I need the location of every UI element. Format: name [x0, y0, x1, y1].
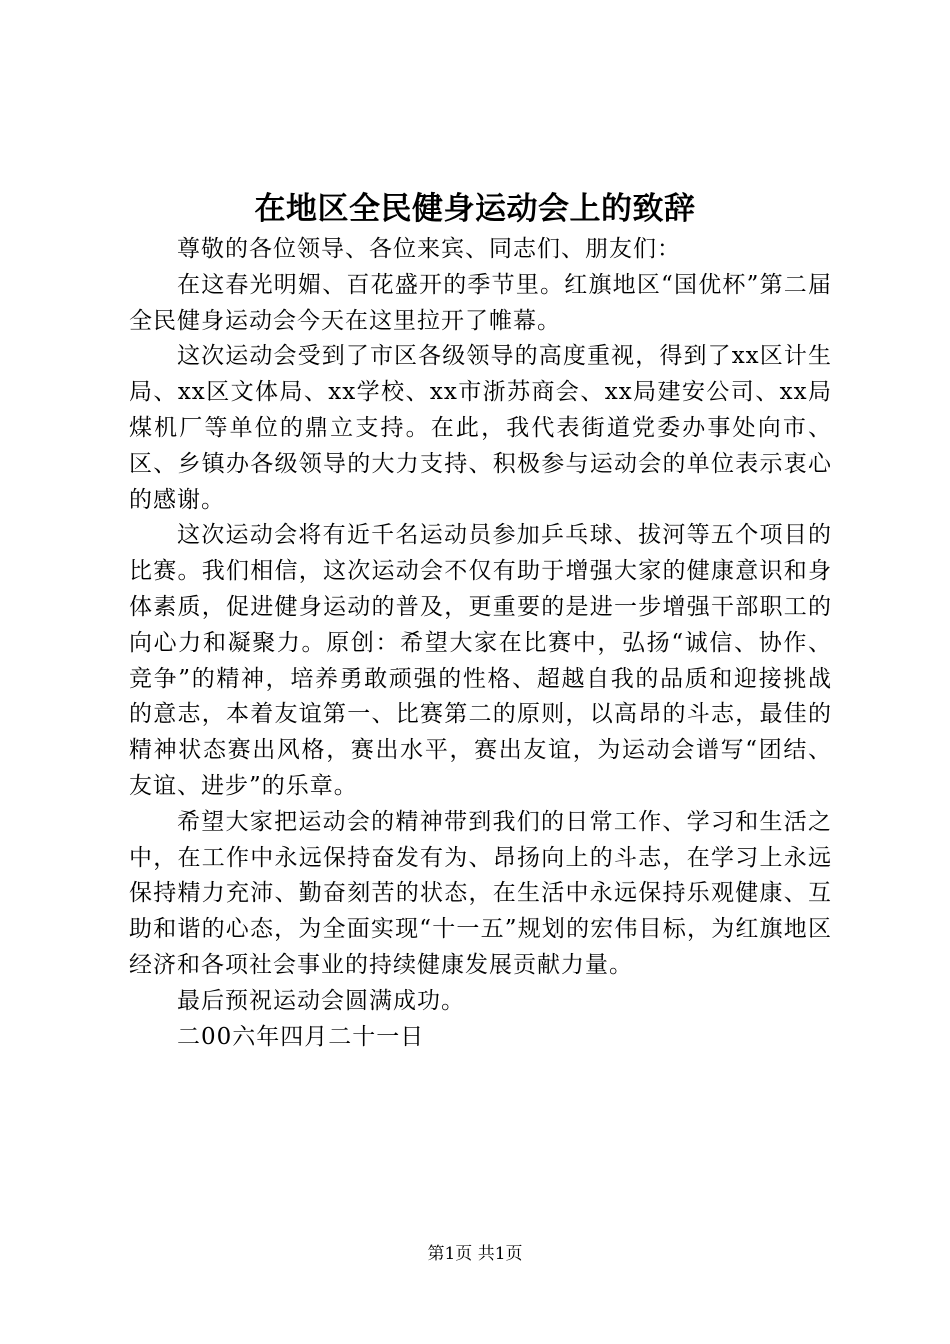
competition-paragraph: 这次运动会将有近千名运动员参加乒乓球、拔河等五个项目的比赛。我们相信，这次运动会不仅有助于增强大家的健康意识和身体素质，促进健身运动的普及，更重要的是进一步增强干部职工的向心力和凝聚力。原创：希望大家在比赛中，弘扬“诚信、协作、竞争”的精神，培养勇敢顽强的性格、超越自我的品质和迎接挑战的意志，本着友谊第一、比赛第二的原则，以高昂的斗志，最佳的精神状态赛出风格，赛出水平，赛出友谊，为运动会谱写“团结、友谊、进步”的乐章。 [129, 522, 832, 799]
closing-paragraph: 最后预祝运动会圆满成功。 [177, 987, 465, 1014]
document-body [129, 232, 832, 1055]
hope-paragraph: 希望大家把运动会的精神带到我们的日常工作、学习和生活之中，在工作中永远保持奋发有为、昂扬向上的斗志，在学习上永远保持精力充沛、勤奋刻苦的状态，在生活中永远保持乐观健康、互助和谐的心态，为全面实现“十一五”规划的宏伟目标，为红旗地区经济和各项社会事业的持续健康发展贡献力量。 [129, 808, 832, 978]
opening-paragraph: 在这春光明媚、百花盛开的季节里。红旗地区“国优杯”第二届全民健身运动会今天在这里拉开了帷幕。 [129, 271, 832, 334]
salutation-paragraph: 尊敬的各位领导、各位来宾、同志们、朋友们： [177, 236, 681, 262]
page-footer: 第1页 共1页 [427, 1244, 523, 1264]
date-paragraph: 二00六年四月二十一日 [177, 1023, 425, 1050]
document-title: 在地区全民健身运动会上的致辞 [254, 191, 696, 227]
thanks-paragraph: 这次运动会受到了市区各级领导的高度重视，得到了xx区计生局、xx区文体局、xx学校、xx市浙苏商会、xx局建安公司、xx局煤机厂等单位的鼎立支持。在此，我代表街道党委办事处向市、区、乡镇办各级领导的大力支持、积极参与运动会的单位表示衷心的感谢。 [129, 343, 832, 513]
